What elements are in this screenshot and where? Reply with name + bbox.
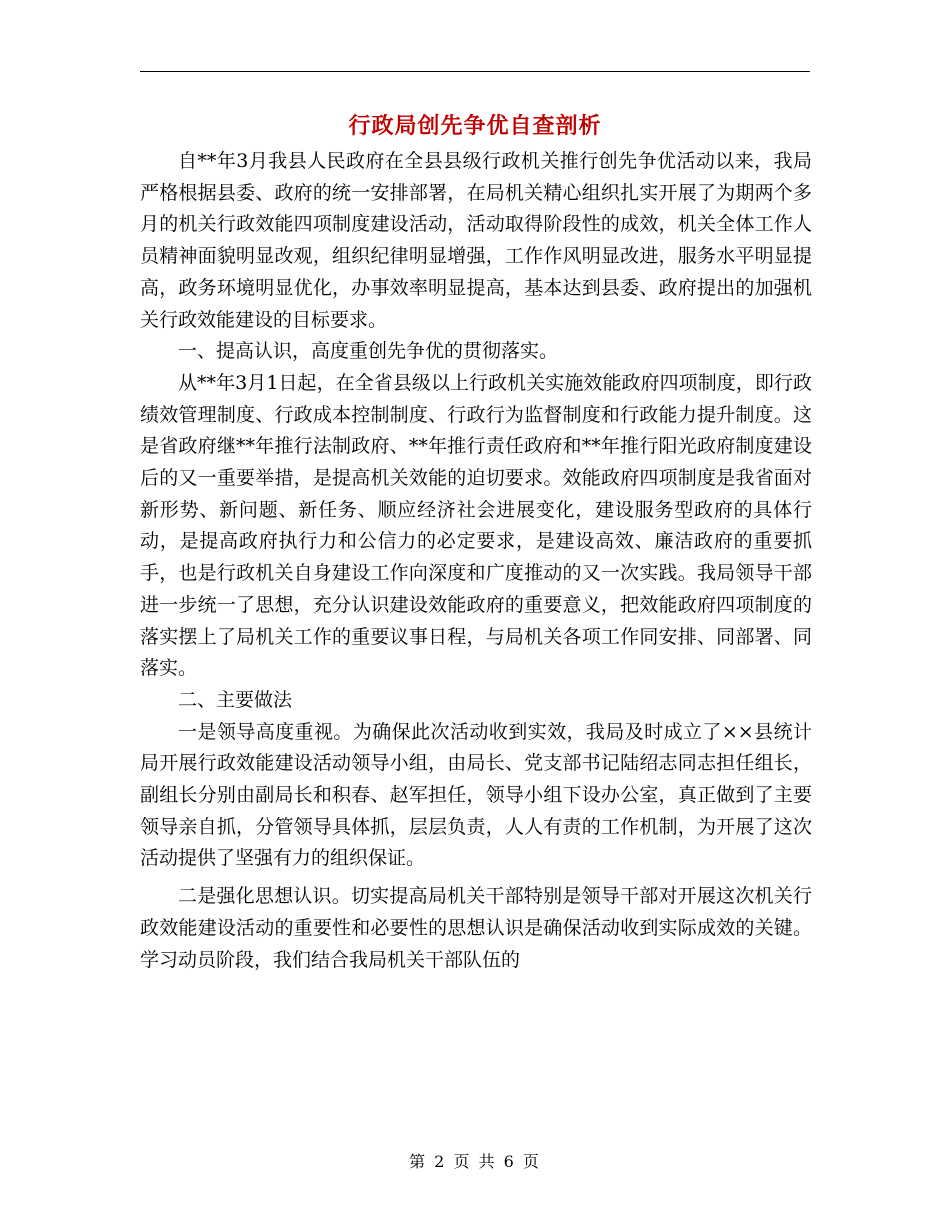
header-rule <box>140 71 810 72</box>
page-number: 第 2 页 共 6 页 <box>409 1152 541 1171</box>
paragraph-intro: 自**年3月我县人民政府在全县县级行政机关推行创先争优活动以来，我局严格根据县委、政府的统一安排部署，在局机关精心组织扎实开展了为期两个多月的机关行政效能四项制度建设活动，活动取得阶段性的成效，机关全体工作人员精神面貌明显改观，组织纪律明显增强，工作作风明显改进，服务水平明显提高，政务环境明显优化，办事效率明显提高，基本达到县委、政府提出的加强机关行政效能建设的目标要求。 <box>140 150 812 331</box>
document-body <box>140 146 812 976</box>
paragraph-leadership: 一是领导高度重视。为确保此次活动收到实效，我局及时成立了××县统计局开展行政效能建设活动领导小组，由局长、党支部书记陆绍志同志担任组长，副组长分别由副局长和积春、赵军担任，领导小组下设办公室，真正做到了主要领导亲自抓，分管领导具体抓，层层负责，人人有责的工作机制，为开展了这次活动提供了坚强有力的组织保证。 <box>140 720 812 870</box>
section-heading-1: 一、提高认识，高度重创先争优的贯彻落实。 <box>178 340 559 363</box>
section-heading-2: 二、主要做法 <box>178 688 293 711</box>
paragraph-awareness: 二是强化思想认识。切实提高局机关干部特别是领导干部对开展这次机关行政效能建设活动的重要性和必要性的思想认识是确保活动收到实际成效的关键。学习动员阶段，我们结合我局机关干部队伍的 <box>140 885 812 971</box>
document-title: 行政局创先争优自查剖析 <box>348 113 602 139</box>
paragraph-section-1: 从**年3月1日起，在全省县级以上行政机关实施效能政府四项制度，即行政绩效管理制度、行政成本控制制度、行政行为监督制度和行政能力提升制度。这是省政府继**年推行法制政府、**年推行责任政府和**年推行阳光政府制度建设后的又一重要举措，是提高机关效能的迫切要求。效能政府四项制度是我省面对新形势、新问题、新任务、顺应经济社会进展变化，建设服务型政府的具体行动，是提高政府执行力和公信力的必定要求，是建设高效、廉洁政府的重要抓手，也是行政机关自身建设工作向深度和广度推动的又一次实践。我局领导干部进一步统一了思想，充分认识建设效能政府的重要意义，把效能政府四项制度的落实摆上了局机关工作的重要议事日程，与局机关各项工作同安排、同部署、同落实。 <box>140 371 812 680</box>
